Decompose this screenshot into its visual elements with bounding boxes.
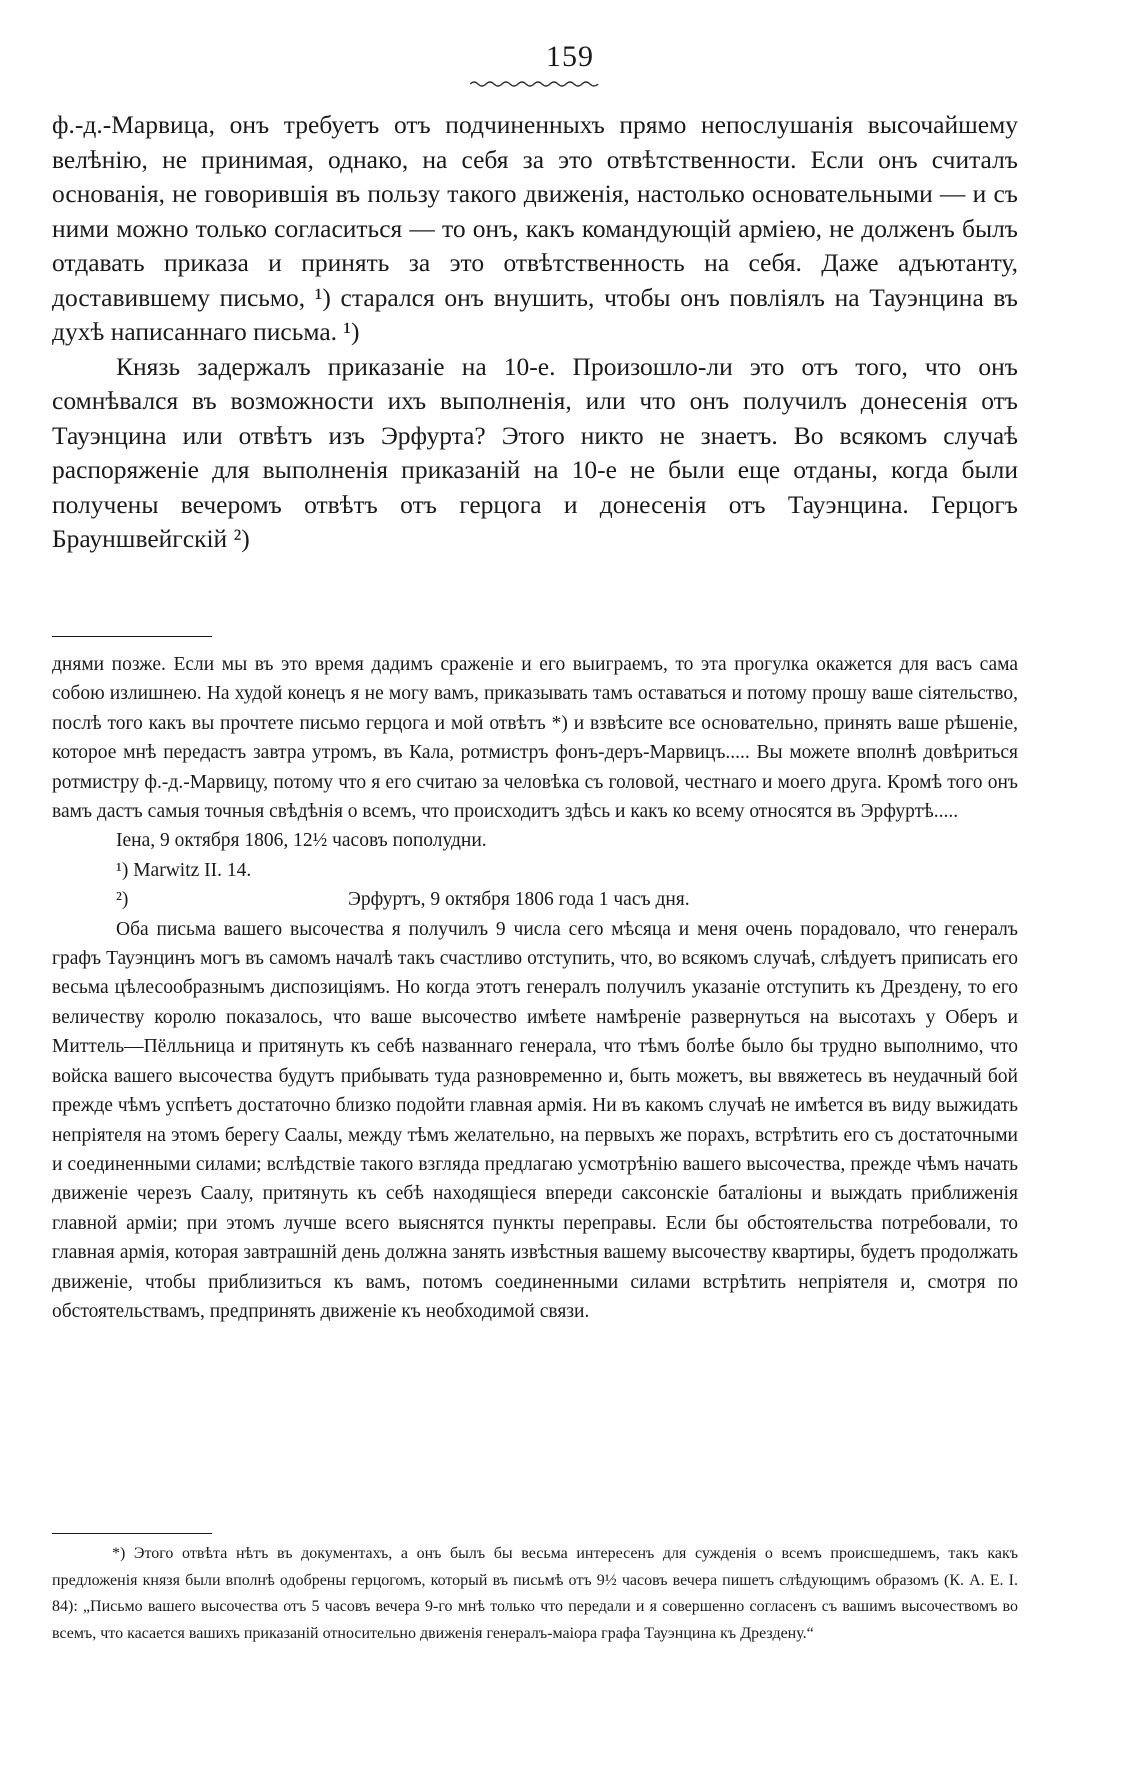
ornament-divider xyxy=(470,80,600,88)
footnote-2-body: Оба письма вашего высочества я получилъ 9 числа сего мѣсяца и меня очень порадовало, что генералъ графъ Тауэнцинъ могъ въ самомъ началѣ такъ счастливо отступить, что, во всякомъ случаѣ, слѣдуетъ приписать его весьма цѣлесообразнымъ диспозиціямъ. Но когда этотъ генералъ получилъ указаніе отступить къ Дрездену, то его величеству королю показалось, что ваше высочество имѣете намѣреніе развернуться на высотахъ у Оберъ и Миттель—Пёлльница и притянуть къ себѣ названнаго генерала, что тѣмъ болѣе было бы трудно выполнимо, что войска вашего высочества будутъ прибывать туда разновременно и, быть можетъ, вы ввяжетесь въ неудачный бой прежде чѣмъ успѣетъ достаточно близко подойти главная армія. Ни въ какомъ случаѣ не имѣется въ виду выжидать непріятеля на этомъ берегу Саалы, между тѣмъ желательно, на первыхъ же порахъ, встрѣтить его съ достаточными и соединенными силами; вслѣдствіе такого взгляда предлагаю усмотрѣнію вашего высочества, прежде чѣмъ начать движеніе черезъ Саалу, притянуть къ себѣ находящіеся впереди саксонскіе баталіоны и выждать приближенія главной арміи; при этомъ лучше всего выяснятся пункты переправы. Если бы обстоятельства потребовали, то главная армія, которая завтрашній день должна занять извѣстныя вашему высочеству квартиры, будетъ продолжать движеніе, чтобы приблизиться къ вамъ, потомъ соединенными силами встрѣтить непріятеля и, смотря по обстоятельствамъ, предпринять движеніе къ необходимой связи. xyxy=(52,918,1018,1322)
footnotes xyxy=(52,650,1018,1326)
footnote-1: ¹) Marwitz II. 14. xyxy=(116,859,252,881)
footnote-2-marker: ²) xyxy=(116,889,129,911)
footnote-letter-continuation: днями позже. Если мы въ это время дадимъ сраженіе и его выиграемъ, то эта прогулка окажется для васъ сама собою излишнею. На худой конецъ я не могу вамъ, приказывать тамъ оставаться и потому прошу ваше сіятельство, послѣ того какъ вы прочтете письмо герцога и мой отвѣтъ *) и взвѣсите все основательно, принять ваше рѣшеніе, которое мнѣ передастъ завтра утромъ, въ Кала, ротмистръ фонъ-деръ-Марвицъ..... Вы можете вполнѣ довѣриться ротмистру ф.-д.-Марвицу, потому что я его считаю за человѣка съ головой, честнаго и моего друга. Кромѣ того онъ вамъ дастъ самыя точныя свѣдѣнія о всемъ, что происходитъ здѣсь и какъ ко всему относятся въ Эрфуртѣ..... xyxy=(52,654,1018,823)
subnote-rule xyxy=(52,1533,212,1534)
page-number: 159 xyxy=(546,40,594,73)
main-text xyxy=(52,108,1018,557)
subnote xyxy=(52,1541,1018,1647)
footnote-rule xyxy=(52,636,212,637)
paragraph: ф.-д.-Марвица, онъ требуетъ отъ подчиненныхъ прямо непослушанія высочайшему велѣнію, не принимая, однако, на себя за это отвѣтственности. Если онъ считалъ основанія, не говорившія въ пользу такого движенія, настолько основательными — и съ ними можно только согласиться — то онъ, какъ командующій арміею, не долженъ былъ отдавать приказа и принять за это отвѣтственность на себя. Даже адъютанту, доставившему письмо, ¹) старался онъ внушить, чтобы онъ повліялъ на Тауэнцина въ духѣ написаннаго письма. ¹) xyxy=(52,110,1018,346)
footnote-letter-signoff: Іена, 9 октября 1806, 12½ часовъ пополудни. xyxy=(116,830,487,852)
paragraph: Князь задержалъ приказаніе на 10-е. Произошло-ли это отъ того, что онъ сомнѣвался въ возможности ихъ выполненія, или что онъ получилъ донесенія отъ Тауэнцина или отвѣтъ изъ Эрфурта? Этого никто не знаетъ. Во всякомъ случаѣ распоряженіе для выполненія приказаній на 10-е не были еще отданы, когда были получены вечеромъ отвѣтъ отъ герцога и донесенія отъ Тауэнцина. Герцогъ Брауншвейгскій ²) xyxy=(52,351,1018,553)
footnote-2-dateline: Эрфуртъ, 9 октября 1806 года 1 часъ дня. xyxy=(348,889,690,911)
subnote-text: *) Этого отвѣта нѣтъ въ документахъ, а онъ былъ бы весьма интересенъ для сужденія о всемъ происшедшемъ, такъ какъ предложенія князя были вполнѣ одобрены герцогомъ, который въ письмѣ отъ 9½ часовъ вечера пишетъ слѣдующимъ образомъ (К. А. Е. І. 84): „Письмо вашего высочества отъ 5 часовъ вечера 9-го мнѣ только что передали и я совершенно согласенъ съ вашимъ высочествомъ во всемъ, что касается вашихъ приказаній относительно движенія генералъ-маіора графа Тауэнцина къ Дрездену.“ xyxy=(52,1545,1018,1642)
footnote-2-header xyxy=(52,885,1018,914)
